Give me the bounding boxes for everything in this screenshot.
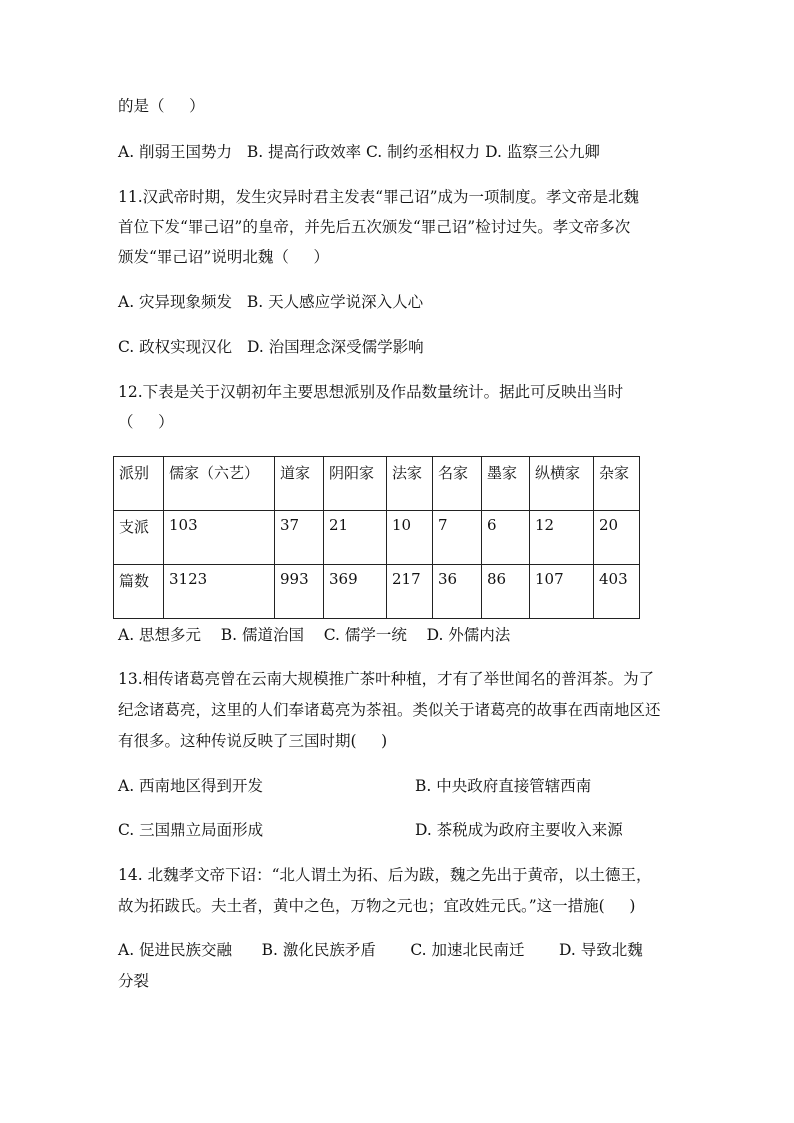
- q13-option-c: C. 三国鼎立局面形成: [118, 821, 264, 839]
- table-cell: 杂家: [594, 457, 640, 511]
- q14-stem-line2: 故为拓跋氏。夫土者，黄中之色，万物之元也；宜改姓元氏。”这一措施( ): [118, 897, 636, 915]
- table-cell: 纵横家: [530, 457, 594, 511]
- table-cell: 道家: [275, 457, 324, 511]
- table-cell: 墨家: [482, 457, 530, 511]
- table-cell: 法家: [387, 457, 433, 511]
- q13-option-d: D. 茶税成为政府主要收入来源: [415, 821, 623, 839]
- q12-stem-line2: （ ）: [118, 413, 174, 431]
- q10-stem-end: 的是（ ）: [118, 97, 205, 115]
- table-cell: 403: [594, 565, 640, 619]
- q11-options-ab: A. 灾异现象频发 B. 天人感应学说深入人心: [118, 293, 424, 311]
- q11-stem-line3: 颁发“罪己诏”说明北魏（ ）: [118, 248, 329, 266]
- table-cell: 21: [324, 511, 387, 565]
- table-cell: 37: [275, 511, 324, 565]
- q13-stem-line1: 13.相传诸葛亮曾在云南大规模推广茶叶种植，才有了举世闻名的普洱茶。为了: [118, 670, 655, 688]
- table-cell: 86: [482, 565, 530, 619]
- q11-options-cd: C. 政权实现汉化 D. 治国理念深受儒学影响: [118, 338, 424, 356]
- school-statistics-table: [113, 456, 640, 619]
- table-cell: 10: [387, 511, 433, 565]
- table-cell: 篇数: [114, 565, 164, 619]
- table-cell: 阴阳家: [324, 457, 387, 511]
- q12-stem-line1: 12.下表是关于汉朝初年主要思想派别及作品数量统计。据此可反映出当时: [118, 383, 624, 401]
- q10-options: A. 削弱王国势力 B. 提高行政效率 C. 制约丞相权力 D. 监察三公九卿: [118, 143, 600, 161]
- table-cell: 3123: [164, 565, 275, 619]
- q14-options-wrap: 分裂: [118, 972, 150, 990]
- table-cell: 36: [433, 565, 482, 619]
- table-cell: 217: [387, 565, 433, 619]
- q13-stem-line2: 纪念诸葛亮，这里的人们奉诸葛亮为茶祖。类似关于诸葛亮的故事在西南地区还: [118, 701, 661, 719]
- table-cell: 12: [530, 511, 594, 565]
- q14-stem-line1: 14. 北魏孝文帝下诏：“北人谓土为拓、后为跋，魏之先出于黄帝，以土德王，: [118, 866, 652, 884]
- table-cell: 103: [164, 511, 275, 565]
- table-row: [114, 511, 640, 565]
- table-cell: 派别: [114, 457, 164, 511]
- table-cell: 儒家（六艺）: [164, 457, 275, 511]
- q11-stem-line2: 首位下发“罪己诏”的皇帝，并先后五次颁发“罪己诏”检讨过失。孝文帝多次: [118, 218, 631, 236]
- q13-stem-line3: 有很多。这种传说反映了三国时期( ): [118, 732, 388, 750]
- table-cell: 7: [433, 511, 482, 565]
- q13-option-a: A. 西南地区得到开发: [118, 777, 264, 795]
- table-cell: 名家: [433, 457, 482, 511]
- table-cell: 107: [530, 565, 594, 619]
- q12-options: A. 思想多元 B. 儒道治国 C. 儒学一统 D. 外儒内法: [118, 626, 511, 644]
- table-cell: 993: [275, 565, 324, 619]
- table-cell: 20: [594, 511, 640, 565]
- q11-stem-line1: 11.汉武帝时期，发生灾异时君主发表“罪己诏”成为一项制度。孝文帝是北魏: [118, 188, 640, 206]
- table-cell: 支派: [114, 511, 164, 565]
- table-cell: 369: [324, 565, 387, 619]
- table-cell: 6: [482, 511, 530, 565]
- table-row: [114, 457, 640, 511]
- table-row: [114, 565, 640, 619]
- q14-options: A. 促进民族交融 B. 激化民族矛盾 C. 加速北民南迁 D. 导致北魏: [118, 941, 643, 959]
- q13-option-b: B. 中央政府直接管辖西南: [415, 777, 592, 795]
